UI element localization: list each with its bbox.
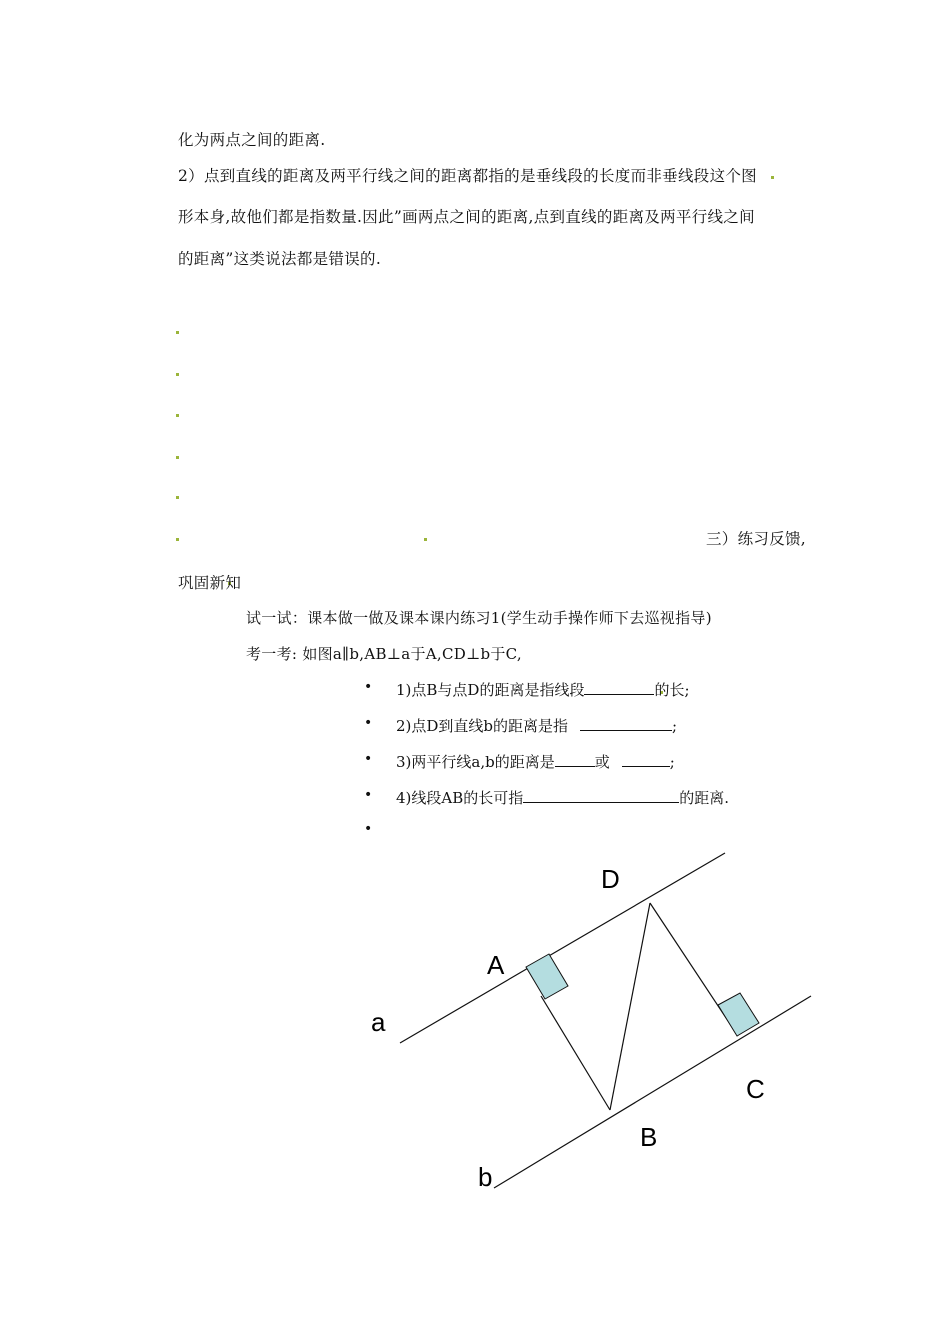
label-a-point: A [487, 950, 505, 980]
paragraph-line-1: 化为两点之间的距离. [178, 131, 326, 149]
question-3-text: 3)两平行线a,b的距离是 [396, 753, 555, 771]
question-4-suffix: 的距离. [679, 789, 730, 807]
label-a-line: a [371, 1007, 386, 1037]
question-3-suffix: ; [669, 753, 675, 771]
test-instruction: 考一考: 如图a∥b,AB⊥a于A,CD⊥b于C, [246, 645, 522, 663]
question-1-suffix: 的长; [654, 681, 690, 699]
bullet-marker: • [364, 679, 373, 695]
section-heading: 三）练习反馈, [706, 530, 807, 548]
paragraph-line-3: 形本身,故他们都是指数量.因此”画两点之间的距离,点到直线的距离及两平行线之间 [178, 208, 755, 226]
label-c: C [746, 1074, 765, 1104]
segment-bd [610, 903, 650, 1110]
bullet-marker: • [364, 821, 373, 837]
question-1-text: 1)点B与点D的距离是指线段 [396, 681, 585, 699]
line-a [400, 853, 725, 1043]
label-b-line: b [478, 1162, 493, 1192]
label-d: D [601, 864, 620, 894]
question-2-text: 2)点D到直线b的距离是指 [396, 717, 569, 735]
question-4-text: 4)线段AB的长可指 [396, 789, 524, 807]
try-instruction: 试一试：课本做一做及课本课内练习1(学生动手操作师下去巡视指导) [246, 609, 712, 627]
question-3-middle: 或 [594, 753, 610, 771]
bullet-marker: • [364, 787, 373, 803]
paragraph-line-2: 2）点到直线的距离及两平行线之间的距离都指的是垂线段的长度而非垂线段这个图 [178, 167, 757, 185]
label-b-point: B [640, 1122, 658, 1152]
paragraph-line-4: 的距离”这类说法都是错误的. [178, 250, 382, 268]
bullet-marker: • [364, 715, 373, 731]
segment-ab [541, 996, 610, 1110]
question-2-suffix: ; [672, 717, 678, 735]
bullet-marker: • [364, 751, 373, 767]
right-angle-marker-c [718, 993, 759, 1036]
right-angle-marker-a [526, 954, 568, 999]
section-heading-continued: 巩固新知 [178, 574, 242, 592]
